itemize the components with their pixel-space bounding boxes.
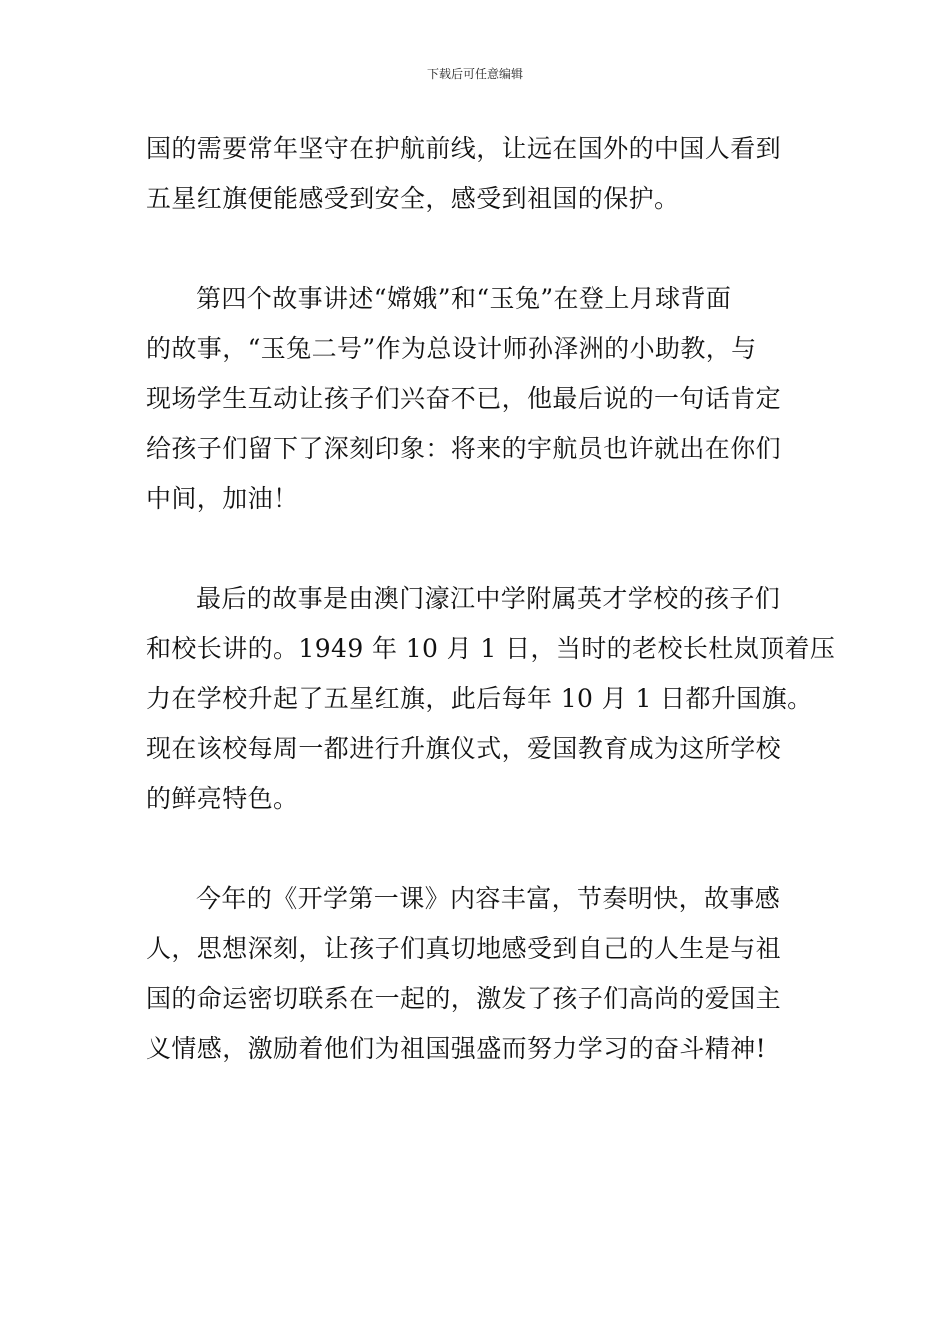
paragraph-line: 最后的故事是由澳门濠江中学附属英才学校的孩子们	[196, 584, 781, 613]
paragraph-line: 给孩子们留下了深刻印象：将来的宇航员也许就出在你们	[146, 434, 782, 463]
paragraph-line: 五星红旗便能感受到安全，感受到祖国的保护。	[146, 184, 680, 213]
paragraph-line: 人，思想深刻，让孩子们真切地感受到自己的人生是与祖	[146, 934, 782, 963]
paragraph-line: 今年的《开学第一课》内容丰富，节奏明快，故事感	[196, 884, 781, 913]
page-header: 下载后可任意编辑	[426, 67, 523, 81]
paragraph-line: 现场学生互动让孩子们兴奋不已，他最后说的一句话肯定	[146, 384, 782, 413]
paragraph-macau-story	[146, 574, 836, 824]
paragraph-line: 的故事，“玉兔二号”作为总设计师孙泽洲的小助教，与	[146, 334, 757, 363]
paragraph-line: 中间，加油！	[146, 484, 299, 513]
paragraph-line: 的鲜亮特色。	[146, 784, 299, 813]
paragraph-line: 义情感，激励着他们为祖国强盛而努力学习的奋斗精神!	[146, 1034, 767, 1063]
paragraph-line: 国的命运密切联系在一起的，激发了孩子们高尚的爱国主	[146, 984, 782, 1013]
paragraph-conclusion	[146, 874, 814, 1074]
paragraph-line: 力在学校升起了五星红旗，此后每年 10 月 1 日都升国旗。	[146, 684, 813, 713]
paragraph-change-story	[146, 274, 814, 524]
paragraph-line: 第四个故事讲述“嫦娥”和“玉兔”在登上月球背面	[196, 284, 732, 313]
paragraph-line: 现在该校每周一都进行升旗仪式，爱国教育成为这所学校	[146, 734, 782, 763]
paragraph-continuation	[146, 124, 814, 224]
paragraph-line: 和校长讲的。1949 年 10 月 1 日，当时的老校长杜岚顶着压	[146, 634, 836, 663]
paragraph-line: 国的需要常年坚守在护航前线，让远在国外的中国人看到	[146, 134, 782, 163]
